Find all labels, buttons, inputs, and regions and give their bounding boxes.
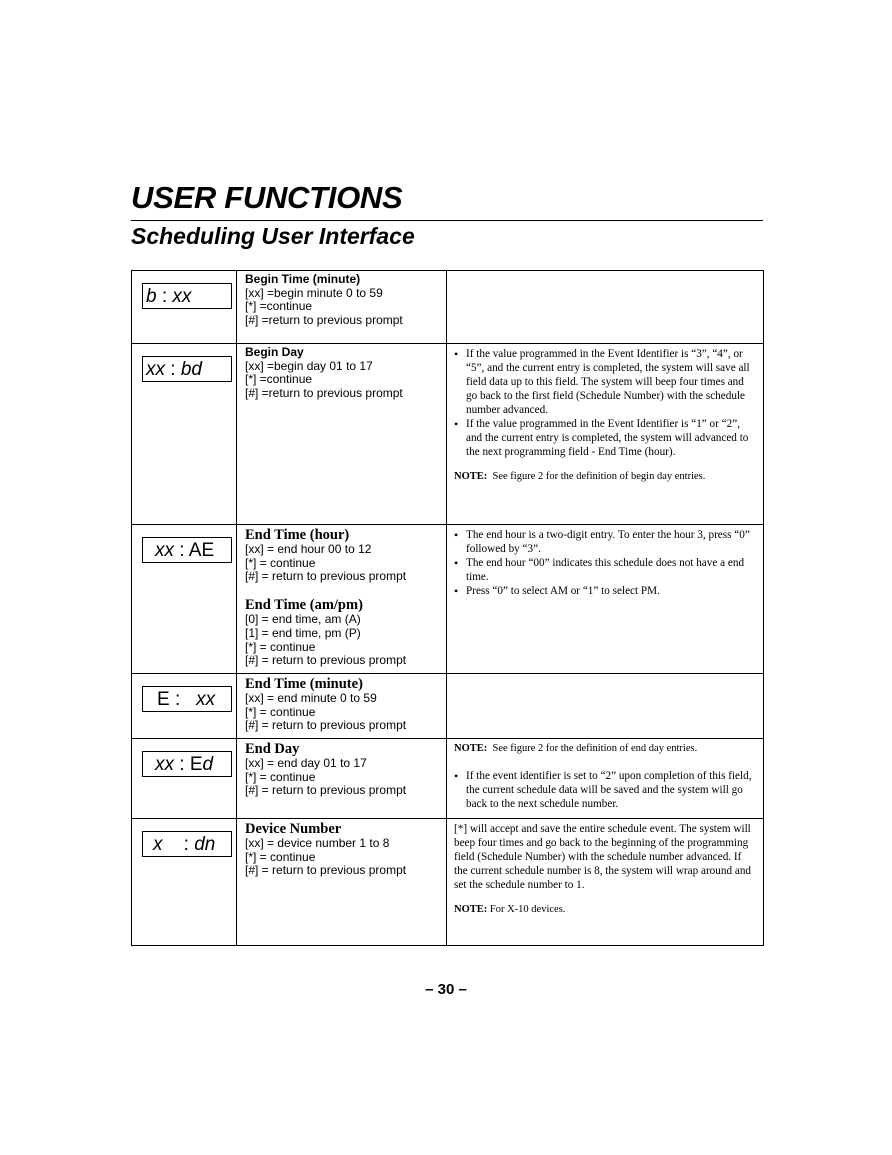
display-text: : E xyxy=(174,754,203,775)
display-text: xx xyxy=(155,540,174,561)
prompt-line: [#] = return to previous prompt xyxy=(245,863,407,878)
note xyxy=(454,903,757,917)
display-text: xx xyxy=(146,359,165,380)
description-cell xyxy=(447,739,764,819)
prompt-line: [0] = end time, am (A) xyxy=(245,612,361,627)
description-cell xyxy=(447,271,764,344)
note-label: NOTE: xyxy=(454,471,488,482)
display-text: : xyxy=(156,286,173,307)
prompt-cell xyxy=(237,271,447,344)
display-text: x xyxy=(153,834,163,855)
prompt-cell xyxy=(237,525,447,674)
keypad-display xyxy=(142,537,232,563)
note xyxy=(454,742,757,756)
table-row xyxy=(132,344,764,525)
display-cell xyxy=(132,271,237,344)
page-number: – 30 – xyxy=(425,981,467,998)
prompt-line: [*] = continue xyxy=(245,849,316,864)
bullet-list xyxy=(454,769,757,811)
note-text: For X-10 devices. xyxy=(489,904,566,915)
prompt-line: [xx] =begin day 01 to 17 xyxy=(245,358,373,373)
display-text: : xyxy=(169,689,197,710)
display-cell xyxy=(132,819,237,946)
bullet-list xyxy=(454,347,757,459)
bullet-item: • Press “0” to select AM or “1” to select PM. xyxy=(466,584,757,598)
prompt-line: [*] = continue xyxy=(245,704,316,719)
display-text: xx xyxy=(196,689,216,710)
bullet-item: • The end hour “00” indicates this schedule does not have a end time. xyxy=(466,556,757,584)
display-text: : xyxy=(174,540,189,561)
prompt-heading: End Day xyxy=(245,741,300,757)
prompt-line: [#] =return to previous prompt xyxy=(245,386,403,401)
display-cell xyxy=(132,525,237,674)
prompt-line: [#] =return to previous prompt xyxy=(245,313,403,328)
display-text: d xyxy=(202,754,214,775)
prompt-line: [#] = return to previous prompt xyxy=(245,718,407,733)
prompt-line: [xx] = device number 1 to 8 xyxy=(245,836,390,850)
description-cell xyxy=(447,674,764,739)
prompt-line: [xx] = end day 01 to 17 xyxy=(245,756,367,770)
prompt-heading: End Time (hour) xyxy=(245,527,350,543)
note-label: NOTE: xyxy=(454,743,488,754)
prompt-heading: Begin Day xyxy=(245,345,304,359)
display-text: dn xyxy=(194,834,216,855)
schedule-table xyxy=(131,270,764,946)
prompt-cell xyxy=(237,819,447,946)
page-title: USER FUNCTIONS xyxy=(131,180,403,215)
prompt-heading: Begin Time (minute) xyxy=(245,272,361,286)
bullet-item: • The end hour is a two-digit entry. To enter the hour 3, press “0” followed by “3”. xyxy=(466,528,757,556)
table-row xyxy=(132,739,764,819)
note xyxy=(454,470,757,484)
keypad-display xyxy=(142,686,232,712)
keypad-display xyxy=(142,831,232,857)
prompt-line: [xx] = end minute 0 to 59 xyxy=(245,691,377,705)
bullet-item: • If the value programmed in the Event Identifier is “1” or “2”, and the current entry is completed, the system will advanced to the next programming field - End Time (hour). xyxy=(466,417,757,459)
prompt-cell xyxy=(237,739,447,819)
bullet-item: • If the event identifier is set to “2” upon completion of this field, the current schedule data will be saved and the system will go back to the next schedule number. xyxy=(466,769,757,811)
prompt-line: [*] = continue xyxy=(245,555,316,570)
prompt-line: [xx] =begin minute 0 to 59 xyxy=(245,285,383,300)
note-label: NOTE: xyxy=(454,904,488,915)
title-rule xyxy=(131,220,763,221)
display-text: bd xyxy=(180,359,202,380)
bullet-list xyxy=(454,528,757,598)
bullet-item: • If the value programmed in the Event Identifier is “3”, “4”, or “5”, and the current entry is completed, the system will save all field data up to this field. The system will beep four times and go back to the first field (Schedule Number) with the schedule number advanced. xyxy=(466,347,757,417)
display-text: E xyxy=(157,689,170,710)
prompt-heading: End Time (minute) xyxy=(245,676,363,692)
description-cell xyxy=(447,819,764,946)
prompt-heading: End Time (am/pm) xyxy=(245,597,363,614)
display-cell xyxy=(132,739,237,819)
display-text: : xyxy=(165,359,181,380)
description-cell xyxy=(447,344,764,525)
table-row xyxy=(132,674,764,739)
note-text: See figure 2 for the definition of begin day entries. xyxy=(492,471,706,482)
display-text: AE xyxy=(188,540,215,561)
prompt-line: [#] = return to previous prompt xyxy=(245,569,407,584)
prompt-line: [*] = continue xyxy=(245,769,316,784)
display-cell xyxy=(132,344,237,525)
table-row xyxy=(132,271,764,344)
section-subtitle: Scheduling User Interface xyxy=(131,223,415,249)
display-text: : xyxy=(162,834,195,855)
spacer xyxy=(245,584,442,597)
prompt-line: [#] = return to previous prompt xyxy=(245,783,407,798)
prompt-line: [xx] = end hour 00 to 12 xyxy=(245,542,372,556)
display-cell xyxy=(132,674,237,739)
description-text: [*] will accept and save the entire schedule event. The system will beep four times and go back to the beginning of the programming field (Schedule Number) with the schedule number advanced. If the current schedule number is 8, the system will wrap around and set the schedule number to 1. xyxy=(454,823,752,891)
prompt-line: [*] =continue xyxy=(245,372,313,387)
note-text: See figure 2 for the definition of end day entries. xyxy=(492,743,698,754)
prompt-line: [*] = continue xyxy=(245,639,316,654)
prompt-cell xyxy=(237,674,447,739)
prompt-line: [*] =continue xyxy=(245,299,313,314)
prompt-line: [#] = return to previous prompt xyxy=(245,653,407,668)
description-cell xyxy=(447,525,764,674)
display-text: xx xyxy=(155,754,174,775)
table-row xyxy=(132,819,764,946)
keypad-display xyxy=(142,283,232,309)
display-text: xx xyxy=(172,286,192,307)
prompt-heading: Device Number xyxy=(245,821,342,837)
keypad-display xyxy=(142,356,232,382)
keypad-display xyxy=(142,751,232,777)
table-row xyxy=(132,525,764,674)
prompt-line: [1] = end time, pm (P) xyxy=(245,625,361,640)
prompt-cell xyxy=(237,344,447,525)
display-text: b xyxy=(146,286,157,307)
